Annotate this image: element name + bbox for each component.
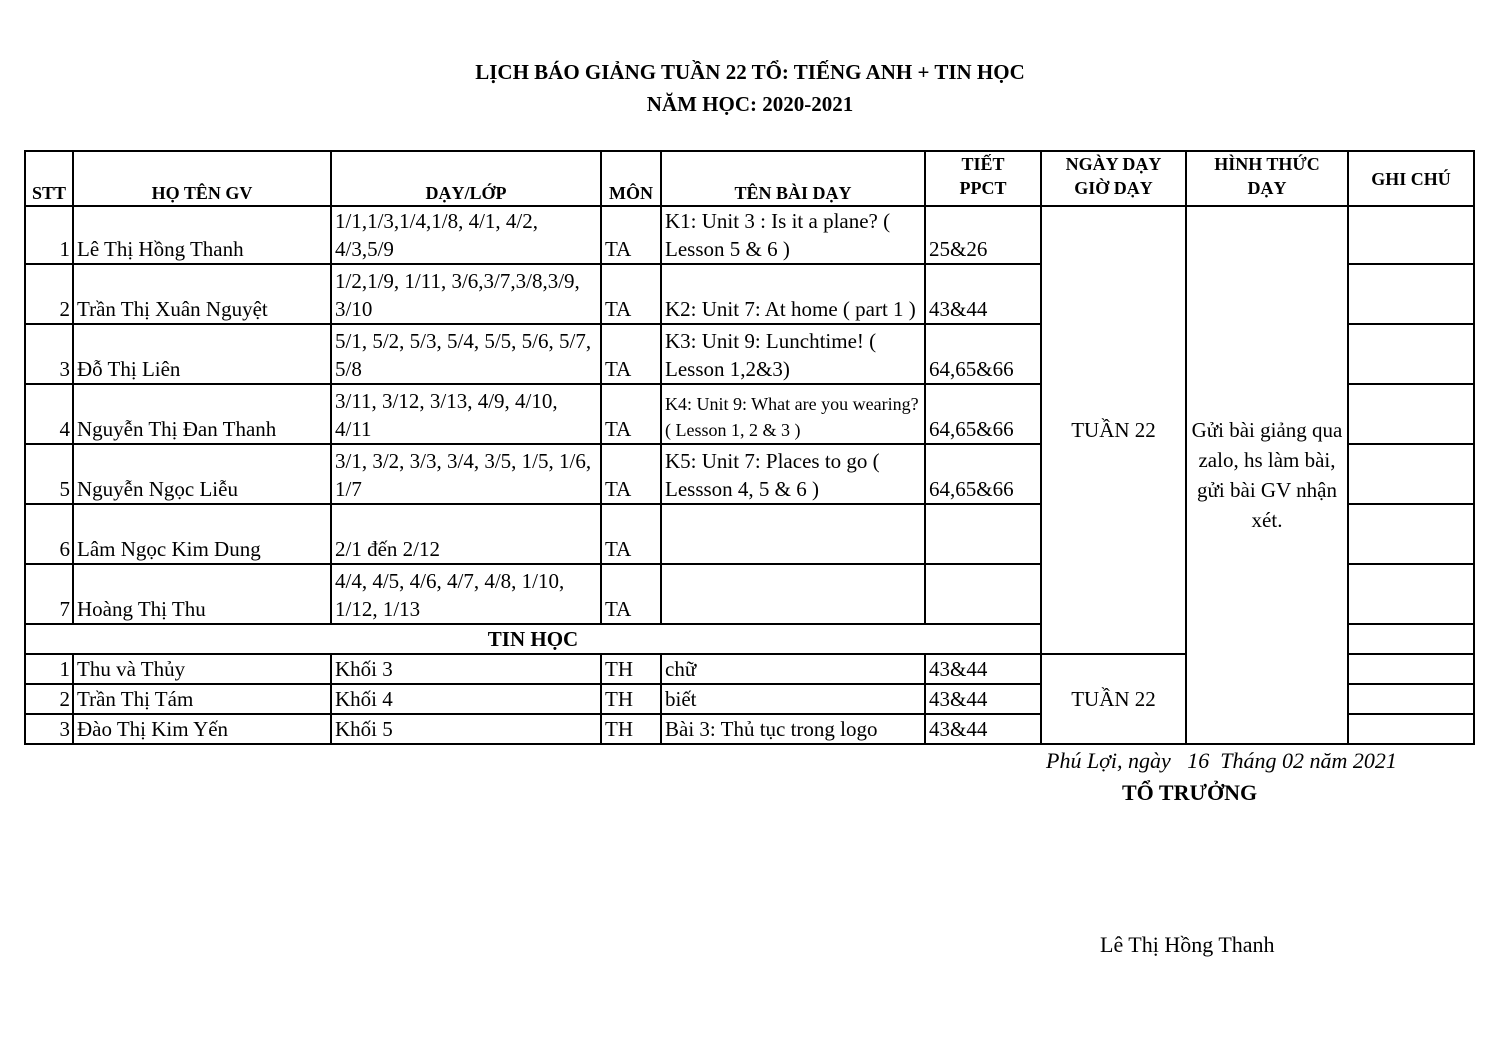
classes-cell: 3/11, 3/12, 3/13, 4/9, 4/10, 4/11 xyxy=(331,384,601,444)
lesson-cell: chữ xyxy=(661,654,925,684)
row-stt: 4 xyxy=(25,384,73,444)
note-cell xyxy=(1348,714,1474,744)
schedule-table xyxy=(24,150,1475,745)
row-stt: 2 xyxy=(25,684,73,714)
note-cell xyxy=(1348,384,1474,444)
subject-cell: TA xyxy=(601,324,661,384)
header-date: NGÀY DẠY GIỜ DẠY xyxy=(1041,151,1186,206)
note-cell xyxy=(1348,564,1474,624)
teacher-name: Lâm Ngọc Kim Dung xyxy=(73,504,331,564)
classes-cell: Khối 5 xyxy=(331,714,601,744)
subject-cell: TA xyxy=(601,564,661,624)
header-note: GHI CHÚ xyxy=(1348,151,1474,206)
period-cell: 43&44 xyxy=(925,264,1041,324)
week-cell-it: TUẦN 22 xyxy=(1041,654,1186,744)
teacher-name: Hoàng Thị Thu xyxy=(73,564,331,624)
classes-cell: 2/1 đến 2/12 xyxy=(331,504,601,564)
lesson-cell: Bài 3: Thủ tục trong logo xyxy=(661,714,925,744)
row-stt: 3 xyxy=(25,324,73,384)
period-cell: 64,65&66 xyxy=(925,324,1041,384)
period-cell xyxy=(925,564,1041,624)
note-cell xyxy=(1348,264,1474,324)
lesson-cell: K4: Unit 9: What are you wearing? ( Lesson 1, 2 & 3 ) xyxy=(661,384,925,444)
classes-cell: 4/4, 4/5, 4/6, 4/7, 4/8, 1/10, 1/12, 1/13 xyxy=(331,564,601,624)
row-stt: 7 xyxy=(25,564,73,624)
classes-cell: Khối 4 xyxy=(331,684,601,714)
lesson-cell: K3: Unit 9: Lunchtime! ( Lesson 1,2&3) xyxy=(661,324,925,384)
table-row xyxy=(25,206,1474,264)
signer-name: Lê Thị Hồng Thanh xyxy=(1100,932,1275,957)
subject-cell: TH xyxy=(601,684,661,714)
note-cell xyxy=(1348,324,1474,384)
header-classes: DẠY/LỚP xyxy=(331,151,601,206)
header-stt: STT xyxy=(25,151,73,206)
period-cell xyxy=(925,504,1041,564)
subject-cell: TA xyxy=(601,384,661,444)
header-subject: MÔN xyxy=(601,151,661,206)
section-title-it: TIN HỌC xyxy=(25,624,1041,654)
subject-cell: TA xyxy=(601,264,661,324)
note-cell xyxy=(1348,654,1474,684)
subject-cell: TA xyxy=(601,504,661,564)
subject-cell: TH xyxy=(601,654,661,684)
classes-cell: 1/2,1/9, 1/11, 3/6,3/7,3/8,3/9, 3/10 xyxy=(331,264,601,324)
subject-cell: TA xyxy=(601,444,661,504)
classes-cell: Khối 3 xyxy=(331,654,601,684)
teacher-name: Nguyễn Ngọc Liễu xyxy=(73,444,331,504)
period-cell: 43&44 xyxy=(925,654,1041,684)
subject-cell: TA xyxy=(601,206,661,264)
teacher-name: Lê Thị Hồng Thanh xyxy=(73,206,331,264)
header-method: HÌNH THỨC DẠY xyxy=(1186,151,1348,206)
classes-cell: 3/1, 3/2, 3/3, 3/4, 3/5, 1/5, 1/6, 1/7 xyxy=(331,444,601,504)
row-stt: 6 xyxy=(25,504,73,564)
lesson-cell: biết xyxy=(661,684,925,714)
row-stt: 5 xyxy=(25,444,73,504)
note-cell xyxy=(1348,444,1474,504)
week-cell: TUẦN 22 xyxy=(1041,206,1186,654)
note-cell xyxy=(1348,684,1474,714)
lesson-cell: K2: Unit 7: At home ( part 1 ) xyxy=(661,264,925,324)
teacher-name: Nguyễn Thị Đan Thanh xyxy=(73,384,331,444)
lesson-cell: K5: Unit 7: Places to go ( Lessson 4, 5 & 6 ) xyxy=(661,444,925,504)
lesson-cell: K1: Unit 3 : Is it a plane? ( Lesson 5 & 6 ) xyxy=(661,206,925,264)
classes-cell: 1/1,1/3,1/4,1/8, 4/1, 4/2, 4/3,5/9 xyxy=(331,206,601,264)
document-title: LỊCH BÁO GIẢNG TUẦN 22 TỔ: TIẾNG ANH + TIN HỌC xyxy=(475,60,1025,84)
lesson-cell xyxy=(661,504,925,564)
header-lesson: TÊN BÀI DẠY xyxy=(661,151,925,206)
note-cell xyxy=(1348,206,1474,264)
classes-cell: 5/1, 5/2, 5/3, 5/4, 5/5, 5/6, 5/7, 5/8 xyxy=(331,324,601,384)
place-date: Phú Lợi, ngày 16 Tháng 02 năm 2021 xyxy=(1046,748,1397,773)
period-cell: 64,65&66 xyxy=(925,444,1041,504)
lesson-cell xyxy=(661,564,925,624)
school-year: NĂM HỌC: 2020-2021 xyxy=(646,92,854,116)
period-cell: 43&44 xyxy=(925,714,1041,744)
note-cell xyxy=(1348,624,1474,654)
row-stt: 2 xyxy=(25,264,73,324)
subject-cell: TH xyxy=(601,714,661,744)
signer-role: TỔ TRƯỞNG xyxy=(1122,780,1258,805)
teacher-name: Trần Thị Xuân Nguyệt xyxy=(73,264,331,324)
row-stt: 1 xyxy=(25,206,73,264)
row-stt: 3 xyxy=(25,714,73,744)
teacher-name: Thu và Thủy xyxy=(73,654,331,684)
header-teacher: HỌ TÊN GV xyxy=(73,151,331,206)
row-stt: 1 xyxy=(25,654,73,684)
teaching-method-cell: Gửi bài giảng qua zalo, hs làm bài, gửi bài GV nhận xét. xyxy=(1186,206,1348,744)
teacher-name: Trần Thị Tám xyxy=(73,684,331,714)
teacher-name: Đỗ Thị Liên xyxy=(73,324,331,384)
period-cell: 25&26 xyxy=(925,206,1041,264)
teacher-name: Đào Thị Kim Yến xyxy=(73,714,331,744)
note-cell xyxy=(1348,504,1474,564)
period-cell: 64,65&66 xyxy=(925,384,1041,444)
period-cell: 43&44 xyxy=(925,684,1041,714)
header-period: TIẾT PPCT xyxy=(925,151,1041,206)
